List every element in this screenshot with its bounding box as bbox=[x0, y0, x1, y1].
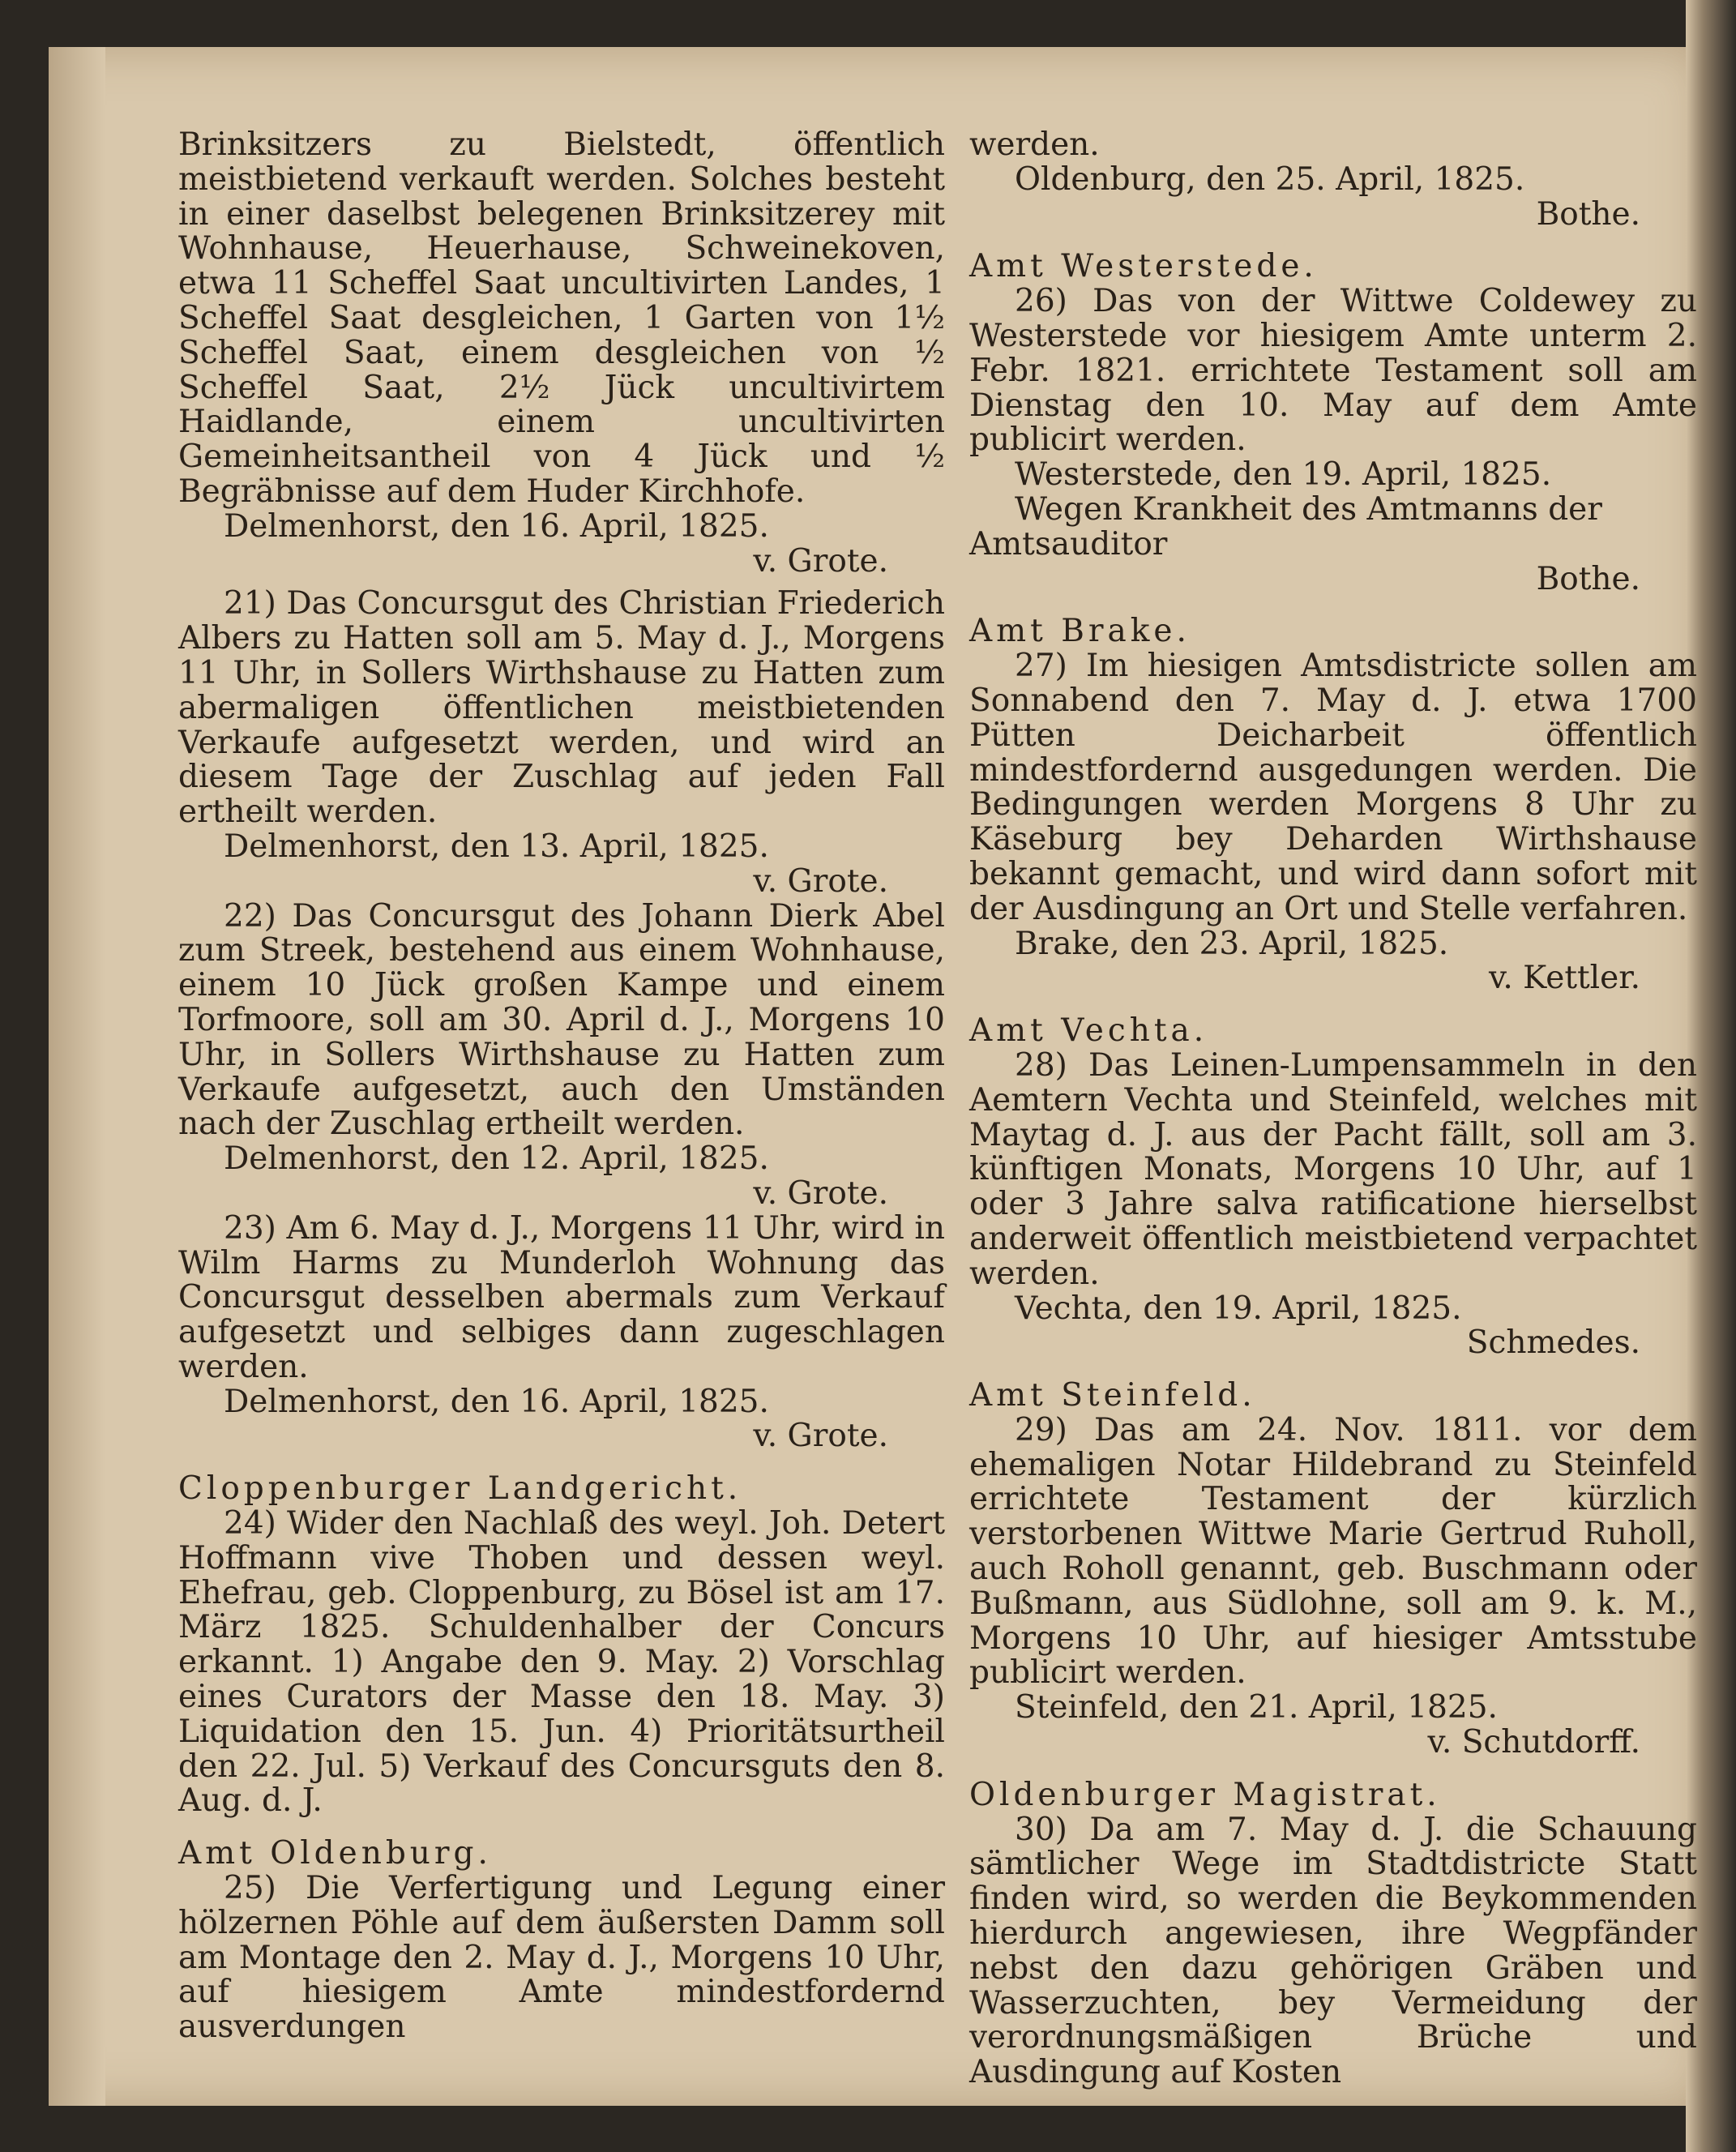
dateline: Delmenhorst, den 13. April, 1825. bbox=[224, 828, 769, 865]
dateline: Westerstede, den 19. April, 1825. bbox=[1015, 456, 1552, 494]
left-column bbox=[178, 128, 945, 2045]
section-heading: Amt Vechta. bbox=[969, 1012, 1208, 1050]
section-heading: Amt Westerstede. bbox=[969, 248, 1318, 285]
dateline: Brake, den 23. April, 1825. bbox=[1015, 925, 1449, 962]
signature: v. Grote. bbox=[753, 1418, 888, 1455]
notice-25: 25) Die Verfertigung und Legung einer hölzernen Pöhle auf dem äußersten Damm soll am Montage den 2. May d. J., Morgens 10 Uhr, auf hiesigem Amte mindestfordernd ausverdungen bbox=[178, 1870, 945, 2046]
signature: Schmedes. bbox=[1466, 1324, 1640, 1362]
notice-22: 22) Das Concursgut des Johann Dierk Abel zum Streek, bestehend aus einem Wohnhause, einem 10 Jück großen Kampe und einem Torfmoore, soll am 30. April d. J., Morgens 10 Uhr, in Sollers Wirthshause zu Hatten zum Verkaufe aufgesetzt, auch den Umständen nach der Zuschlag ertheilt werden. bbox=[178, 897, 945, 1143]
section-heading: Amt Steinfeld. bbox=[969, 1377, 1256, 1414]
dateline: Delmenhorst, den 16. April, 1825. bbox=[224, 1383, 769, 1420]
dateline: Vechta, den 19. April, 1825. bbox=[1015, 1290, 1462, 1327]
notice-27: 27) Im hiesigen Amtsdistricte sollen am Sonnabend den 7. May d. J. etwa 1700 Pütten Deicharbeit öffentlich mindestfordernd ausgedungen werden. Die Bedingungen werden Morgens 8 Uhr zu Käseburg bey Deharden Wirthshause bekannt gemacht, und wird dann sofort mit der Ausdingung an Ort und Stelle verfahren. bbox=[969, 648, 1697, 927]
signature: v. Kettler. bbox=[1488, 960, 1640, 997]
right-column bbox=[969, 128, 1697, 2090]
dateline: Delmenhorst, den 12. April, 1825. bbox=[224, 1140, 769, 1178]
notice-28: 28) Das Leinen-Lumpensammeln in den Aemtern Vechta und Steinfeld, welches mit Maytag d. J. aus der Pacht fällt, soll am 3. künftigen Monats, Morgens 10 Uhr, auf 1 oder 3 Jahre salva ratificatione hierselbst anderweit öffentlich meistbietend verpachtet werden. bbox=[969, 1046, 1697, 1292]
signature: Bothe. bbox=[1536, 195, 1640, 233]
section-heading: Amt Oldenburg. bbox=[178, 1835, 492, 1872]
dateline: Steinfeld, den 21. April, 1825. bbox=[1015, 1689, 1498, 1726]
signature: v. Schutdorff. bbox=[1427, 1724, 1640, 1761]
notice-26: 26) Das von der Wittwe Coldewey zu Westerstede vor hiesigem Amte unterm 2. Febr. 1821. errichtete Testament soll am Dienstag den 10. May auf dem Amte publicirt werden. bbox=[969, 283, 1697, 459]
deputy-note: Wegen Krankheit des Amtmanns der Amtsauditor bbox=[969, 490, 1602, 563]
section-heading: Oldenburger Magistrat. bbox=[969, 1776, 1441, 1813]
continued-text: werden. bbox=[969, 126, 1100, 163]
signature: v. Grote. bbox=[753, 542, 888, 580]
notice-21: 21) Das Concursgut des Christian Friederich Albers zu Hatten soll am 5. May d. J., Morgens 11 Uhr, in Sollers Wirthshause zu Hatten zum abermaligen öffentlichen meistbietenden Verkaufe aufgesetzt werden, und wird an diesem Tage der Zuschlag auf jeden Fall ertheilt werden. bbox=[178, 585, 945, 831]
signature: v. Grote. bbox=[753, 1174, 888, 1212]
signature: v. Grote. bbox=[753, 862, 888, 900]
section-heading: Amt Brake. bbox=[969, 613, 1191, 650]
notice-23: 23) Am 6. May d. J., Morgens 11 Uhr, wird in Wilm Harms zu Munderloh Wohnung das Concursgut desselben abermals zum Verkauf aufgesetzt und selbiges dann zugeschlagen werden. bbox=[178, 1209, 945, 1385]
page-edge bbox=[49, 47, 105, 2106]
notice-24: 24) Wider den Nachlaß des weyl. Joh. Detert Hoffmann vive Thoben und dessen weyl. Ehefrau, geb. Cloppenburg, zu Bösel ist am 17. März 1825. Schuldenhalber der Concurs erkannt. 1) Angabe den 9. May. 2) Vorschlag eines Curators der Masse den 18. May. 3) Liquidation den 15. Jun. 4) Prioritätsurtheil den 22. Jul. 5) Verkauf des Concursguts den 8. Aug. d. J. bbox=[178, 1505, 945, 1820]
dateline: Delmenhorst, den 16. April, 1825. bbox=[224, 507, 769, 545]
signature: Bothe. bbox=[1536, 560, 1640, 597]
section-heading: Cloppenburger Landgericht. bbox=[178, 1470, 742, 1508]
continued-text: Brinksitzers zu Bielstedt, öffentlich meistbietend verkauft werden. Solches besteht in einer daselbst belegenen Brinksitzerey mit Wohnhause, Heuerhause, Schweinekoven, etwa 11 Scheffel Saat uncultivirten Landes, 1 Scheffel Saat desgleichen, 1 Garten von 1½ Scheffel Saat, einem desgleichen von ½ Scheffel Saat, 2½ Jück uncultivirtem Haidlande, einem uncultivirten Gemeinheitsantheil von 4 Jück und ½ Begräbnisse auf dem Huder Kirchhofe. bbox=[178, 126, 945, 510]
notice-30: 30) Da am 7. May d. J. die Schauung sämtlicher Wege im Stadtdistricte Statt finden wird, so werden die Beykommenden hierdurch angewiesen, ihre Wegpfänder nebst den dazu gehörigen Gräben und Wasserzuchten, bey Vermeidung der verordnungsmäßigen Brüche und Ausdingung auf Kosten bbox=[969, 1811, 1697, 2091]
notice-29: 29) Das am 24. Nov. 1811. vor dem ehemaligen Notar Hildebrand zu Steinfeld errichtete Testament der kürzlich verstorbenen Wittwe Marie Gertrud Ruholl, auch Roholl genannt, geb. Buschmann oder Bußmann, aus Südlohne, soll am 9. k. M., Morgens 10 Uhr, auf hiesiger Amtsstube publicirt werden. bbox=[969, 1411, 1697, 1692]
dateline: Oldenburg, den 25. April, 1825. bbox=[1015, 160, 1525, 198]
